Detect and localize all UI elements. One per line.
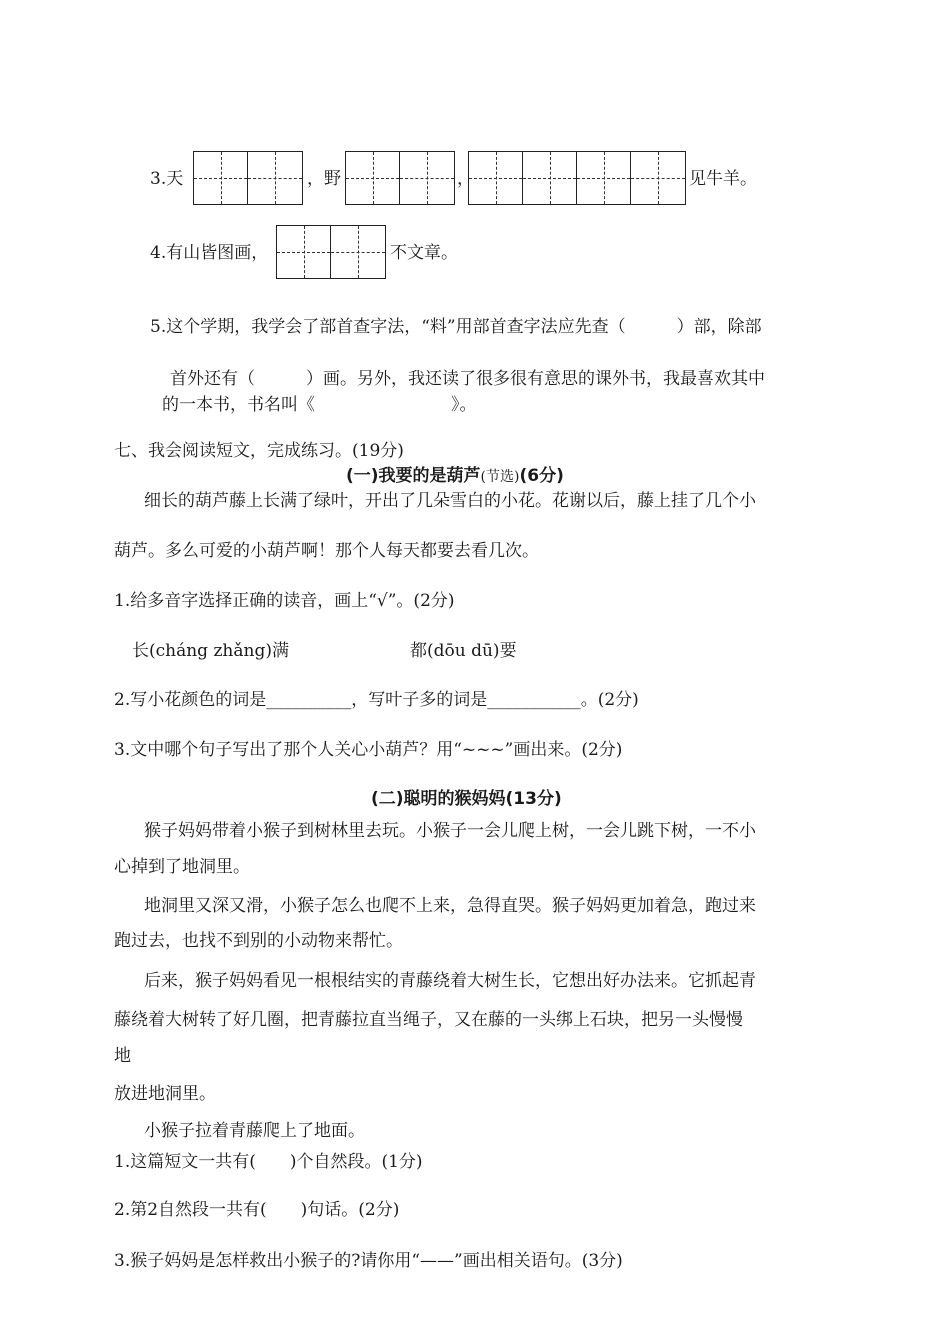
passage1-line: 细长的葫芦藤上长满了绿叶，开出了几朵雪白的小花。花谢以后，藤上挂了几个小 [144,491,756,511]
q3-comma: ， [457,169,474,189]
passage1-title-note: (节选) [480,469,520,485]
p1-q1-option-1[interactable]: 长(cháng zhǎng)满 [132,641,289,661]
q5-line1: 5.这个学期，我学会了部首查字法，“料”用部首查字法应先查（ ）部，除部 [150,317,762,337]
q4-writing-grid[interactable] [276,225,386,279]
passage2-line: 心掉到了地洞里。 [114,857,250,877]
section-heading: 七、我会阅读短文，完成练习。(19分) [114,441,404,461]
grid-cell[interactable] [346,152,400,204]
p2-question-3: 3.猴子妈妈是怎样救出小猴子的?请你用“——”画出相关语句。(3分) [114,1251,623,1271]
q3-writing-grid-3[interactable] [468,151,686,205]
q3-writing-grid-2[interactable] [345,151,455,205]
grid-cell[interactable] [523,152,577,204]
q3-middle: ，野 [307,169,341,189]
q3-writing-grid-1[interactable] [193,151,303,205]
grid-cell[interactable] [277,226,331,278]
p2-question-1: 1.这篇短文一共有( )个自然段。(1分) [114,1152,423,1172]
grid-cell[interactable] [577,152,631,204]
passage1-title-text: (一)我要的是葫芦 [346,466,481,486]
q5-line2: 首外还有（ ）画。另外，我还读了很多很有意思的课外书，我最喜欢其中 [170,369,765,389]
passage2-line: 猴子妈妈带着小猴子到树林里去玩。小猴子一会儿爬上树，一会儿跳下树，一不小 [144,821,756,841]
grid-cell[interactable] [631,152,685,204]
passage2-line: 藤绕着大树转了好几圈，把青藤拉直当绳子，又在藤的一头绑上石块，把另一头慢慢 [114,1010,743,1030]
passage2-title: (二)聪明的猴妈妈(13分) [371,789,562,809]
q4-suffix: 不文章。 [390,243,458,263]
p2-question-2: 2.第2自然段一共有( )句话。(2分) [114,1200,400,1220]
passage2-line: 跑过去，也找不到别的小动物来帮忙。 [114,931,403,951]
passage2-line: 小猴子拉着青藤爬上了地面。 [144,1121,365,1141]
passage1-title-score: (6分) [519,466,564,486]
grid-cell[interactable] [400,152,454,204]
passage2-line: 放进地洞里。 [114,1084,216,1104]
q4-prefix: 4.有山皆图画， [150,243,269,263]
passage1-title [346,465,564,488]
passage1-line: 葫芦。多么可爱的小葫芦啊！那个人每天都要去看几次。 [114,541,539,561]
q3-suffix: 见牛羊。 [689,169,757,189]
p1-question-1: 1.给多音字选择正确的读音，画上“√”。(2分) [114,591,455,611]
grid-cell[interactable] [331,226,385,278]
q5-line3: 的一本书，书名叫《 》。 [162,395,477,415]
passage2-line: 地 [114,1046,131,1066]
p1-question-3: 3.文中哪个句子写出了那个人关心小葫芦？用“~~~”画出来。(2分) [114,740,623,760]
p1-question-2: 2.写小花颜色的词是__________，写叶子多的词是___________。(2分) [114,690,639,710]
grid-cell[interactable] [469,152,523,204]
passage2-line: 地洞里又深又滑，小猴子怎么也爬不上来，急得直哭。猴子妈妈更加着急，跑过来 [144,896,756,916]
grid-cell[interactable] [194,152,248,204]
grid-cell[interactable] [248,152,302,204]
passage2-line: 后来，猴子妈妈看见一根根结实的青藤绕着大树生长，它想出好办法来。它抓起青 [144,971,756,991]
q3-prefix: 3.天 [150,169,184,189]
p1-q1-option-2[interactable]: 都(dōu dū)要 [410,641,517,661]
